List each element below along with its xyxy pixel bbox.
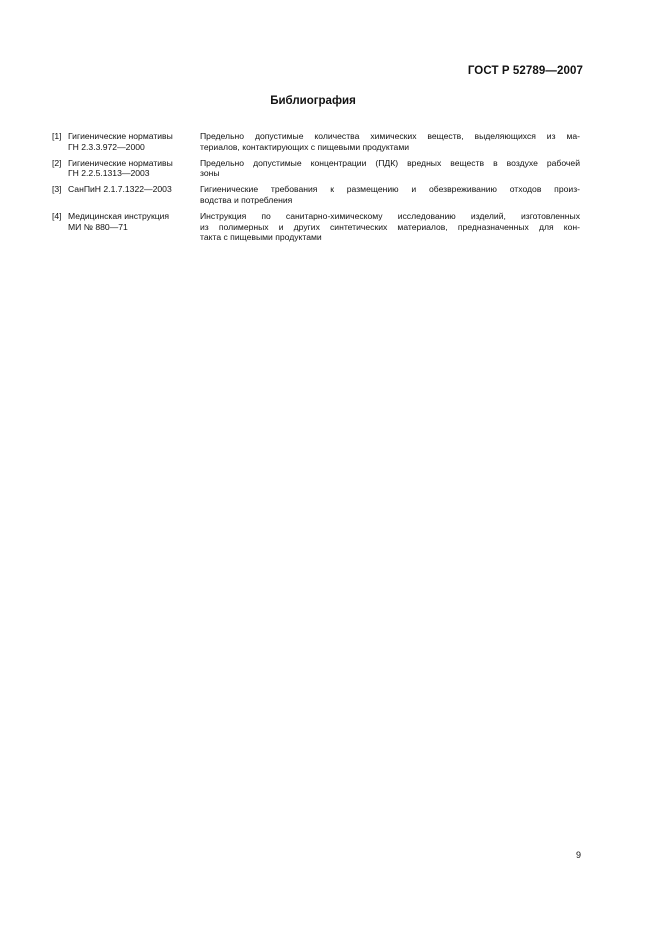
entry-source-line: Медицинская инструкция bbox=[68, 210, 170, 221]
document-code: ГОСТ Р 52789—2007 bbox=[467, 65, 583, 77]
bibliography-entry-3 bbox=[52, 184, 580, 206]
bibliography-entry-4 bbox=[52, 211, 580, 243]
entry-source-line: Гигиенические нормативы bbox=[68, 131, 173, 141]
entry-description bbox=[200, 131, 580, 153]
entry-source-line: СанПиН 2.1.7.1322—2003 bbox=[68, 184, 172, 195]
entry-description-line: Предельно допустимые количества химических веществ, выделяющихся из ма- bbox=[200, 131, 580, 141]
entry-description-line: из полимерных и других синтетических материалов, предназначенных для кон- bbox=[200, 221, 580, 232]
entry-source-line: МИ № 880—71 bbox=[68, 221, 128, 232]
bibliography-entry-1 bbox=[52, 131, 580, 153]
entry-description bbox=[200, 158, 580, 180]
entry-number: [4] bbox=[52, 210, 62, 221]
bibliography-entry-2 bbox=[52, 158, 580, 180]
entry-description-line: Гигиенические требования к размещению и обезвреживанию отходов произ- bbox=[200, 184, 580, 195]
entry-source-line: ГН 2.3.3.972—2000 bbox=[68, 141, 145, 152]
bibliography-list bbox=[52, 131, 580, 248]
page-title: Библиография bbox=[270, 95, 356, 107]
entry-description-line: зоны bbox=[200, 168, 220, 179]
entry-description-line: Инструкция по санитарно-химическому исследованию изделий, изготовленных bbox=[200, 210, 580, 221]
entry-description-line: териалов, контактирующих с пищевыми продуктами bbox=[200, 141, 410, 152]
entry-description bbox=[200, 184, 580, 206]
entry-description-line: такта с пищевыми продуктами bbox=[200, 232, 322, 243]
entry-source bbox=[68, 184, 200, 206]
entry-source bbox=[68, 158, 200, 180]
entry-description bbox=[200, 211, 580, 243]
entry-number: [2] bbox=[52, 157, 62, 168]
entry-number: [3] bbox=[52, 184, 62, 195]
entry-number: [1] bbox=[52, 131, 62, 141]
entry-source-line: Гигиенические нормативы bbox=[68, 157, 173, 168]
entry-description-line: водства и потребления bbox=[200, 194, 293, 205]
entry-source-line: ГН 2.2.5.1313—2003 bbox=[68, 168, 150, 179]
entry-source bbox=[68, 211, 200, 243]
entry-source bbox=[68, 131, 200, 153]
page-number: 9 bbox=[576, 850, 582, 860]
entry-description-line: Предельно допустимые концентрации (ПДК) вредных веществ в воздухе рабочей bbox=[200, 157, 580, 168]
